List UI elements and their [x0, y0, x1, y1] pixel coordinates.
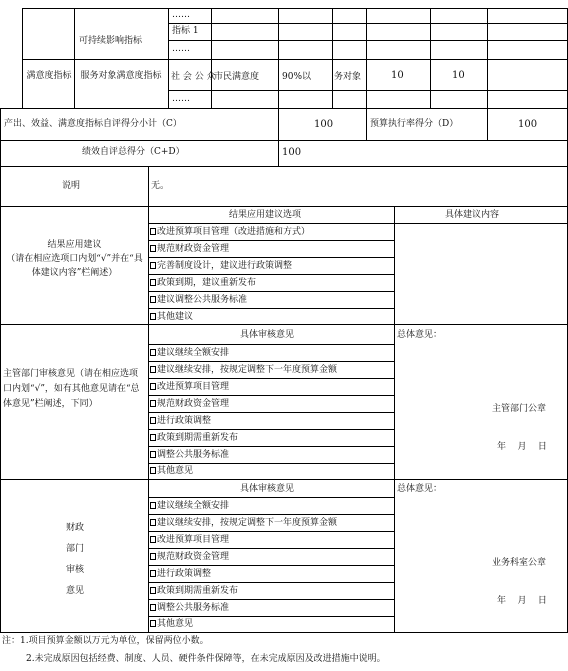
checkbox-icon — [150, 279, 156, 286]
service-satisfaction-label: 服务对象满意度指标 — [80, 71, 162, 81]
finance-option-5[interactable]: 进行政策调整 — [150, 569, 211, 580]
result-option-4[interactable]: 政策到期，建议重新发布 — [150, 278, 256, 289]
dept-option-5[interactable]: 进行政策调整 — [150, 416, 211, 427]
checkbox-icon — [150, 451, 156, 458]
finance-review-header: 具体审核意见 — [240, 484, 295, 494]
subtotal-label: 产出、效益、满意度指标自评得分小计（C） — [4, 119, 182, 129]
description-value: 无。 — [151, 181, 170, 191]
dept-date: 年 月 日 — [497, 442, 547, 452]
checkbox-icon — [150, 313, 156, 320]
finance-option-6[interactable]: 政策到期需重新发布 — [150, 586, 238, 597]
checkbox-icon — [150, 262, 156, 269]
checkbox-icon — [150, 620, 156, 627]
budget-rate-value: 100 — [518, 119, 538, 130]
checkbox-icon — [150, 604, 156, 611]
finance-overall-label: 总体意见： — [397, 484, 443, 494]
social-public: 社 会 公 众 — [171, 72, 216, 82]
checkbox-icon — [150, 417, 156, 424]
score-b: 10 — [452, 70, 465, 81]
result-suggestion-label: 结果应用建议 （请在相应选项口内划“√”并在“具体建议内容”栏阐述） — [6, 240, 143, 278]
result-content-header: 具体建议内容 — [445, 210, 500, 220]
checkbox-icon — [150, 570, 156, 577]
note-2: 2.未完成原因包括经费、制度、人员、硬件条件保障等，在未完成原因及改进措施中说明。 — [26, 654, 386, 664]
dept-review-label: 主管部门审核意见（请在相应选项口内划“√”，如有其他意见请在“总体意见”栏阐述，下同） — [3, 369, 140, 409]
total-score-value: 100 — [282, 147, 302, 158]
checkbox-icon — [150, 434, 156, 441]
dots-3: …… — [172, 94, 190, 104]
result-option-5[interactable]: 建议调整公共服务标准 — [150, 295, 247, 306]
checkbox-icon — [150, 296, 156, 303]
subtotal-value: 100 — [314, 119, 334, 130]
finance-option-8[interactable]: 其他意见 — [150, 619, 193, 630]
result-option-2[interactable]: 规范财政资金管理 — [150, 244, 229, 255]
dept-option-2[interactable]: 建议继续安排，按规定调整下一年度预算金额 — [150, 365, 337, 376]
result-options-header: 结果应用建议选项 — [229, 210, 302, 220]
checkbox-icon — [150, 228, 156, 235]
checkbox-icon — [150, 502, 156, 509]
finance-option-2[interactable]: 建议继续安排，按规定调整下一年度预算金额 — [150, 518, 337, 529]
dept-option-3[interactable]: 改进预算项目管理 — [150, 382, 229, 393]
score-a: 10 — [391, 70, 404, 81]
checkbox-icon — [150, 349, 156, 356]
checkbox-icon — [150, 383, 156, 390]
finance-seal: 业务科室公章 — [492, 558, 547, 568]
finance-option-1[interactable]: 建议继续全额安排 — [150, 501, 229, 512]
indicator-1-label: 指标 1 — [172, 26, 199, 36]
target-value: 90%以 — [282, 72, 312, 82]
result-option-3[interactable]: 完善制度设计，建议进行政策调整 — [150, 261, 292, 272]
note-1: 注：1.项目预算金额以万元为单位，保留两位小数。 — [2, 636, 209, 646]
checkbox-icon — [150, 245, 156, 252]
dots-2: …… — [172, 44, 190, 54]
finance-option-4[interactable]: 规范财政资金管理 — [150, 552, 229, 563]
checkbox-icon — [150, 553, 156, 560]
checkbox-icon — [150, 400, 156, 407]
description-label: 说明 — [62, 181, 81, 191]
satisfaction-indicator-label: 满意度指标 — [26, 71, 72, 81]
citizen-satisfaction: 市民满意度 — [214, 72, 260, 82]
dept-option-4[interactable]: 规范财政资金管理 — [150, 399, 229, 410]
checkbox-icon — [150, 587, 156, 594]
dept-overall-label: 总体意见： — [397, 330, 443, 340]
dept-option-7[interactable]: 调整公共服务标准 — [150, 450, 229, 461]
finance-option-3[interactable]: 改进预算项目管理 — [150, 535, 229, 546]
service-object: 务对象 — [334, 72, 362, 82]
dots-1: …… — [172, 10, 190, 20]
dept-option-1[interactable]: 建议继续全额安排 — [150, 348, 229, 359]
finance-review-label: 财政 部门 审核 意见 — [65, 523, 84, 596]
dept-option-8[interactable]: 其他意见 — [150, 466, 193, 477]
checkbox-icon — [150, 366, 156, 373]
sustain-indicator-label: 可持续影响指标 — [79, 36, 143, 46]
finance-option-7[interactable]: 调整公共服务标准 — [150, 603, 229, 614]
checkbox-icon — [150, 519, 156, 526]
budget-rate-label: 预算执行率得分（D） — [370, 119, 459, 129]
checkbox-icon — [150, 467, 156, 474]
finance-date: 年 月 日 — [497, 596, 547, 606]
checkbox-icon — [150, 536, 156, 543]
dept-seal: 主管部门公章 — [492, 404, 547, 414]
result-option-6[interactable]: 其他建议 — [150, 312, 193, 323]
total-score-label: 绩效自评总得分（C+D） — [82, 147, 185, 157]
dept-option-6[interactable]: 政策到期需重新发布 — [150, 433, 238, 444]
result-option-1[interactable]: 改进预算项目管理（改进措施和方式） — [150, 227, 310, 238]
dept-review-header: 具体审核意见 — [240, 330, 295, 340]
